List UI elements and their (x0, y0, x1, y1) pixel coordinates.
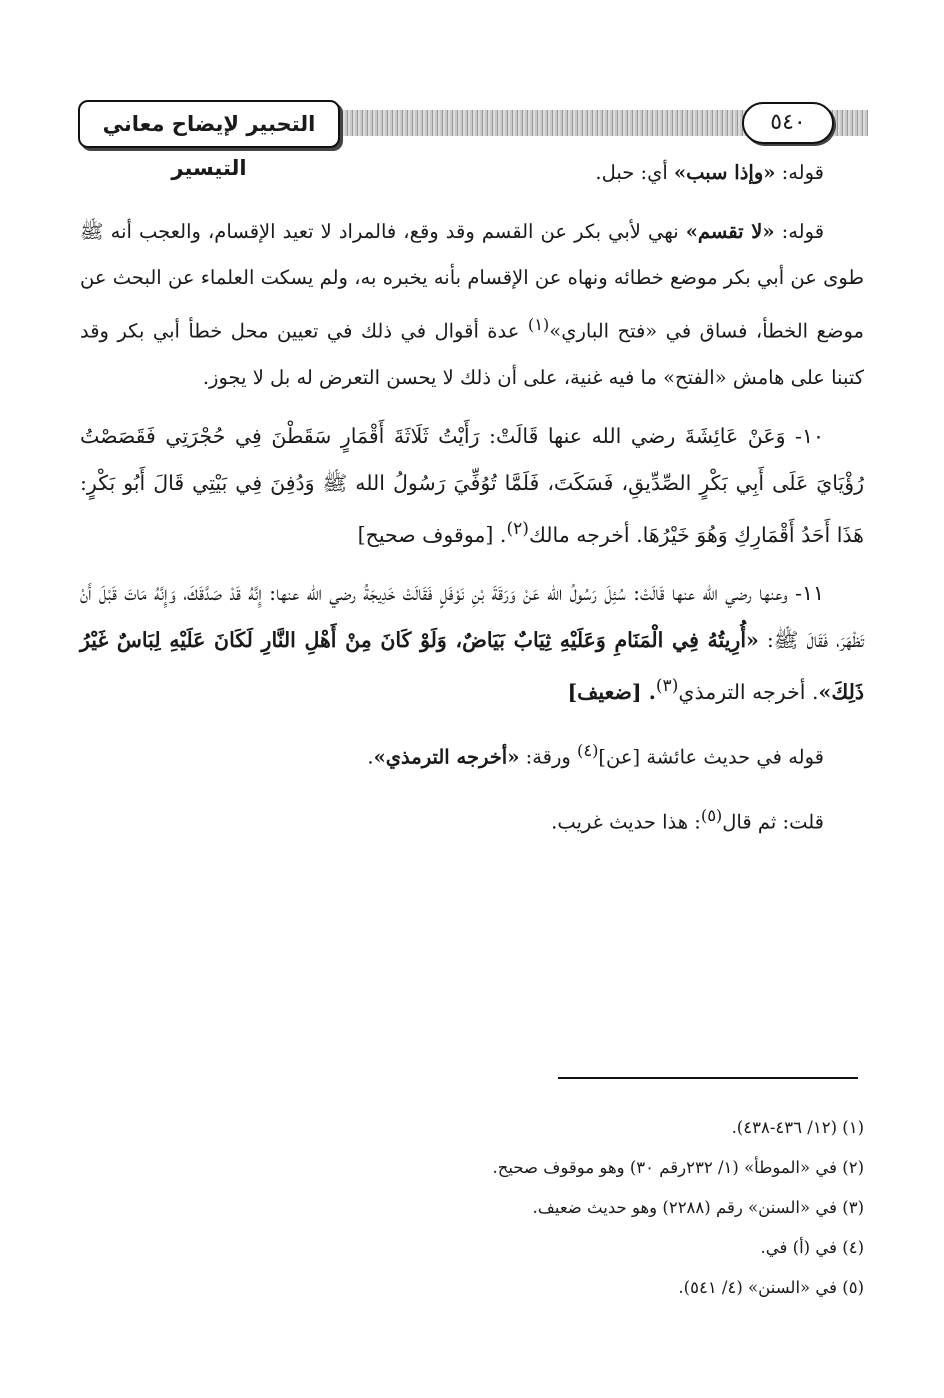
footnote-ref-1: (١) (527, 314, 550, 334)
footnote-ref-4: (٤) (577, 740, 599, 760)
footnote-ref-3: (٣) (655, 676, 679, 697)
footnote-ref-5: (٥) (700, 805, 723, 825)
footnote-1: (١) (١٢/ ٤٣٦-٤٣٨). (731, 1118, 864, 1137)
footnote-separator (558, 1077, 858, 1079)
footnote-5: (٥) في «السنن» (٤/ ٥٤١). (678, 1278, 864, 1297)
paragraph-6: قلت: ثم قال$^{(٥)}$: هذا حديث غريب. (551, 805, 824, 834)
paragraph-2: قوله: «لا تقسم» نهي لأبي بكر عن القسم وقد وقع، فالمراد لا تعيد الإقسام، والعجب أنه ﷺ طوى عن أبي بكر موضع خطائه ونهاه عن الإقسام بأنه يخبره به، ولم يسكت العلماء عن البحث عن موضع الخطأ، فساق في «فتح الباري»$^{(١)}$ عدة أقوال في ذلك في تعيين محل خطأ أبي بكر وقد كتبنا على هامش «الفتح» ما فيه غنية، على أن ذلك لا يحسن التعرض له بل لا يجوز. (80, 219, 864, 389)
page-number: ٥٤٠ (742, 102, 834, 144)
hadith-grade: . [ضعيف] (567, 680, 656, 705)
hadith-11: ١١- وعنها رضي الله عنها قَالَتْ: سُئِلَ رَسُولُ الله عَنْ وَرَقَةَ بْنِ نَوْفَلٍ فَقَالَتْ خَدِيجَةُ رضي الله عنها: إِنَّهُ قَدْ صَدَّقَكَ، وَإِنَّهُ مَاتَ قَبْلَ أَنْ تَظْهَرَ، فَقَالَ ﷺ: «أُرِيتُهُ فِي الْمَنَامِ وَعَلَيْهِ ثِيَابٌ بَيَاضٌ، وَلَوْ كَانَ مِنْ أَهْلِ النَّارِ لَكَانَ عَلَيْهِ لِبَاسٌ غَيْرُ ذَلِكَ». أخرجه الترمذي$^{(٣)}$. [ضعيف] (80, 581, 864, 705)
main-text (80, 150, 864, 858)
hadith-10: ١٠- وَعَنْ عَائِشَةَ رضي الله عنها قَالَتْ: رَأَيْتُ ثَلَاثَةَ أَقْمَارٍ سَقَطْنَ فِي حُجْرَتِي فَقَصَصْتُ رُؤْيَايَ عَلَى أَبِي بَكْرٍ الصِّدِّيقِ، فَسَكَتَ، فَلَمَّا تُوُفِّيَ رَسُولُ الله ﷺ وَدُفِنَ فِي بَيْتِي قَالَ أَبُو بَكْرٍ: هَذَا أَحَدُ أَقْمَارِكِ وَهُوَ خَيْرُهَا. أخرجه مالك$^{(٢)}$. [موقوف صحيح] (80, 424, 864, 547)
paragraph-5: قوله في حديث عائشة [عن]$^{(٤)}$ ورقة: «أخرجه الترمذي». (367, 740, 824, 769)
footnote-3: (٣) في «السنن» رقم (٢٢٨٨) وهو حديث ضعيف. (532, 1198, 864, 1217)
footnotes (80, 1108, 864, 1308)
book-title: التحبير لإيضاح معاني التيسير (78, 100, 340, 148)
paragraph-1: قوله: «وإذا سبب» أي: حبل. (595, 161, 824, 184)
footnote-2: (٢) في «الموطأ» (١/ ٢٣٢رقم ٣٠) وهو موقوف صحيح. (492, 1158, 864, 1177)
footnote-ref-2: (٢) (506, 519, 529, 539)
footnote-4: (٤) في (أ) في. (760, 1238, 864, 1257)
